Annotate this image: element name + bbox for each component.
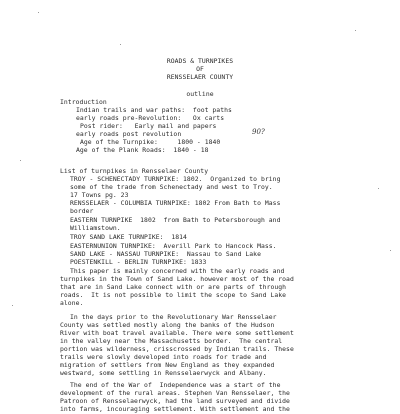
paragraph-1-line: This paper is mainly concerned with the early roads and [70, 267, 285, 275]
outline-item: Post rider: Early mail and papers [80, 122, 217, 130]
paragraph-2-line: In the days prior to the Revolutionary War Rensselaer [70, 313, 277, 321]
turnpike-line: RENSSELAER - COLUMBIA TURNPIKE: 1802 From Bath to Mass [70, 199, 281, 207]
outline-item: Age of the Turnpike: 1800 - 1840 [80, 138, 221, 146]
outline-item: Indian trails and war paths: foot paths [76, 106, 232, 114]
turnpike-line: border [70, 207, 94, 215]
paragraph-2-line: in the valley near the Massachusetts border. The central [60, 337, 283, 345]
paragraph-2-line: County was settled mostly along the banks of the Hudson [60, 321, 275, 329]
scan-speck [20, 160, 21, 161]
title-line-3: RENSSELAER COUNTY [166, 73, 234, 81]
paragraph-2-line: River with boat travel available. There were some settlement [60, 329, 294, 337]
paragraph-3-line: into farms, incouraging settlement. With settlement and the [60, 405, 290, 413]
outline-item: Age of the Plank Roads: 1840 - 18 [76, 146, 209, 154]
scan-speck [120, 44, 121, 45]
turnpike-line: 17 Towns pg. 23 [70, 191, 129, 199]
turnpike-line: EASTERN TURNPIKE 1802 from Bath to Petersborough and [70, 216, 281, 224]
turnpike-line: EASTERNUNION TURNPIKE: Averill Park to Hancock Mass. [70, 242, 277, 250]
paragraph-2-line: trails were slowly developed into roads for trade and [60, 353, 267, 361]
turnpike-line: TROY SAND LAKE TURNPIKE: 1814 [70, 233, 187, 241]
outline-heading: outline [186, 90, 214, 98]
introduction-heading: Introduction [60, 98, 107, 106]
paragraph-1-line: roads. It is not possible to limit the scope to Sand Lake [60, 291, 287, 299]
turnpike-line: SAND LAKE - NASSAU TURNPIKE: Nassau to Sand Lake [70, 250, 261, 258]
title-line-1: ROADS & TURNPIKES [166, 57, 234, 65]
paragraph-3-line: development of the rural areas. Stephen Van Rensselaer, the [60, 389, 290, 397]
turnpike-line: POESTENKILL - BERLIN TURNPIKE: 1833 [70, 258, 207, 266]
scan-speck [38, 12, 39, 13]
outline-item: early roads pre-Revolution: Ox carts [76, 114, 225, 122]
paragraph-2-line: migration of settlers from New England as they expanded [60, 361, 275, 369]
scan-speck [355, 30, 356, 31]
paragraph-3-line: Patroon of Rensselaerwyck, had the land surveyed and divide [60, 397, 290, 405]
turnpike-line: TROY - SCHENECTADY TURNPIKE: 1802. Organized to bring [70, 175, 281, 183]
outline-item: early roads post revolution [76, 130, 182, 138]
title-line-2: OF [196, 65, 204, 73]
scan-speck [390, 250, 391, 251]
paragraph-1-line: alone. [60, 299, 84, 307]
handwritten-note: 90? [252, 128, 265, 136]
paragraph-1-line: turnpikes in the Town of Sand Lake. however most of the road [60, 275, 294, 283]
scan-speck [12, 305, 13, 306]
turnpike-line: some of the trade from Schenectady and west to Troy. [70, 183, 273, 191]
paragraph-3-line: The end of the War of Independence was a start of the [70, 381, 281, 389]
paragraph-2-line: portion was wilderness, crisscrossed by Indian trails. These [60, 345, 294, 353]
turnpike-line: Williamstown. [70, 224, 121, 232]
turnpike-list-heading: List of turnpikes in Rensselaer County [60, 167, 209, 175]
scan-speck [378, 188, 379, 189]
paragraph-1-line: that are in Sand Lake connect with or are parts of through [60, 283, 287, 291]
paragraph-2-line: westward, some settling in Rensselaerwyck and Albany. [60, 369, 267, 377]
